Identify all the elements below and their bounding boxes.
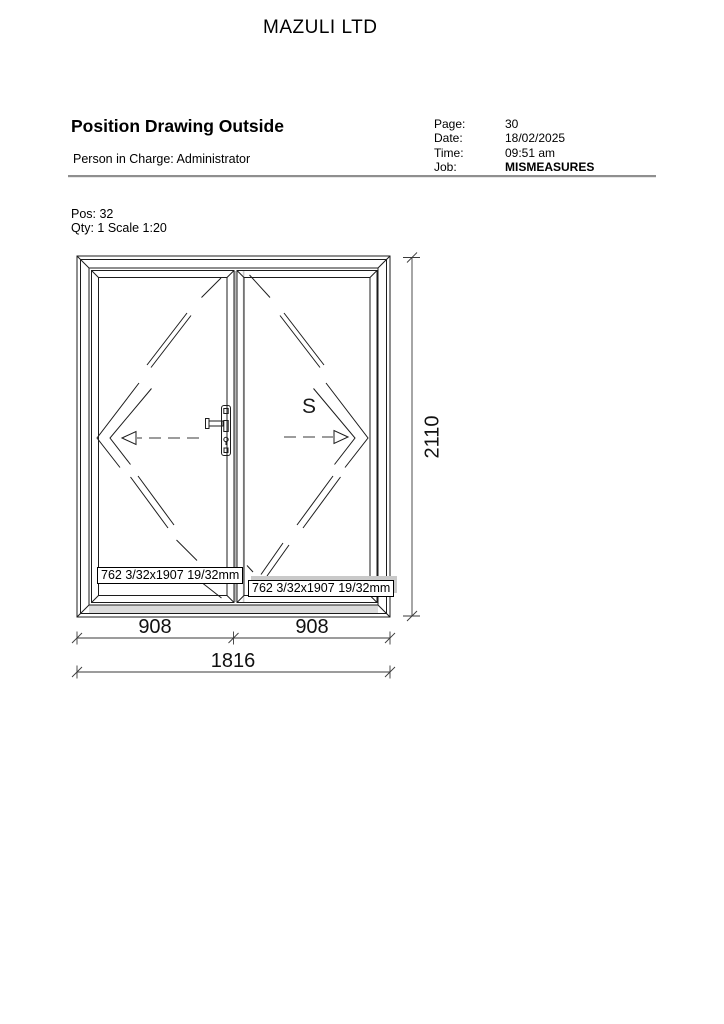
left-sash <box>92 271 235 603</box>
quantity-scale: Qty: 1 Scale 1:20 <box>71 221 167 235</box>
meta-value: 30 <box>505 117 519 131</box>
left-direction-arrow <box>122 432 199 445</box>
glass-size-label-left: 762 3/32x1907 19/32mm <box>97 567 243 584</box>
person-in-charge: Person in Charge: Administrator <box>73 152 251 166</box>
glass-size-label-right: 762 3/32x1907 19/32mm <box>248 580 394 597</box>
meta-value: MISMEASURES <box>505 159 595 174</box>
dimension-left-width: 908 <box>138 616 172 638</box>
position-number: Pos: 32 <box>71 207 114 221</box>
company-name: MAZULI LTD <box>263 17 378 38</box>
right-direction-arrow <box>284 431 348 444</box>
dimension-lines <box>72 253 420 679</box>
meta-label: Time: <box>434 145 464 160</box>
dimension-total-width: 1816 <box>210 650 256 672</box>
dimension-height: 2110 <box>421 415 444 459</box>
meta-label: Page: <box>434 117 466 131</box>
sash-letter-s: S <box>302 395 317 418</box>
right-opening-chevron <box>314 383 369 468</box>
page-title: Position Drawing Outside <box>71 116 284 136</box>
glass-reflection-lines-right <box>247 275 341 576</box>
meta-label: Job: <box>434 159 457 174</box>
right-sash <box>237 271 377 603</box>
meta-label: Date: <box>434 131 463 146</box>
dimension-right-width: 908 <box>295 616 329 638</box>
left-opening-chevron <box>97 383 152 468</box>
meta-value: 09:51 am <box>505 145 556 160</box>
meta-value: 18/02/2025 <box>505 131 566 146</box>
